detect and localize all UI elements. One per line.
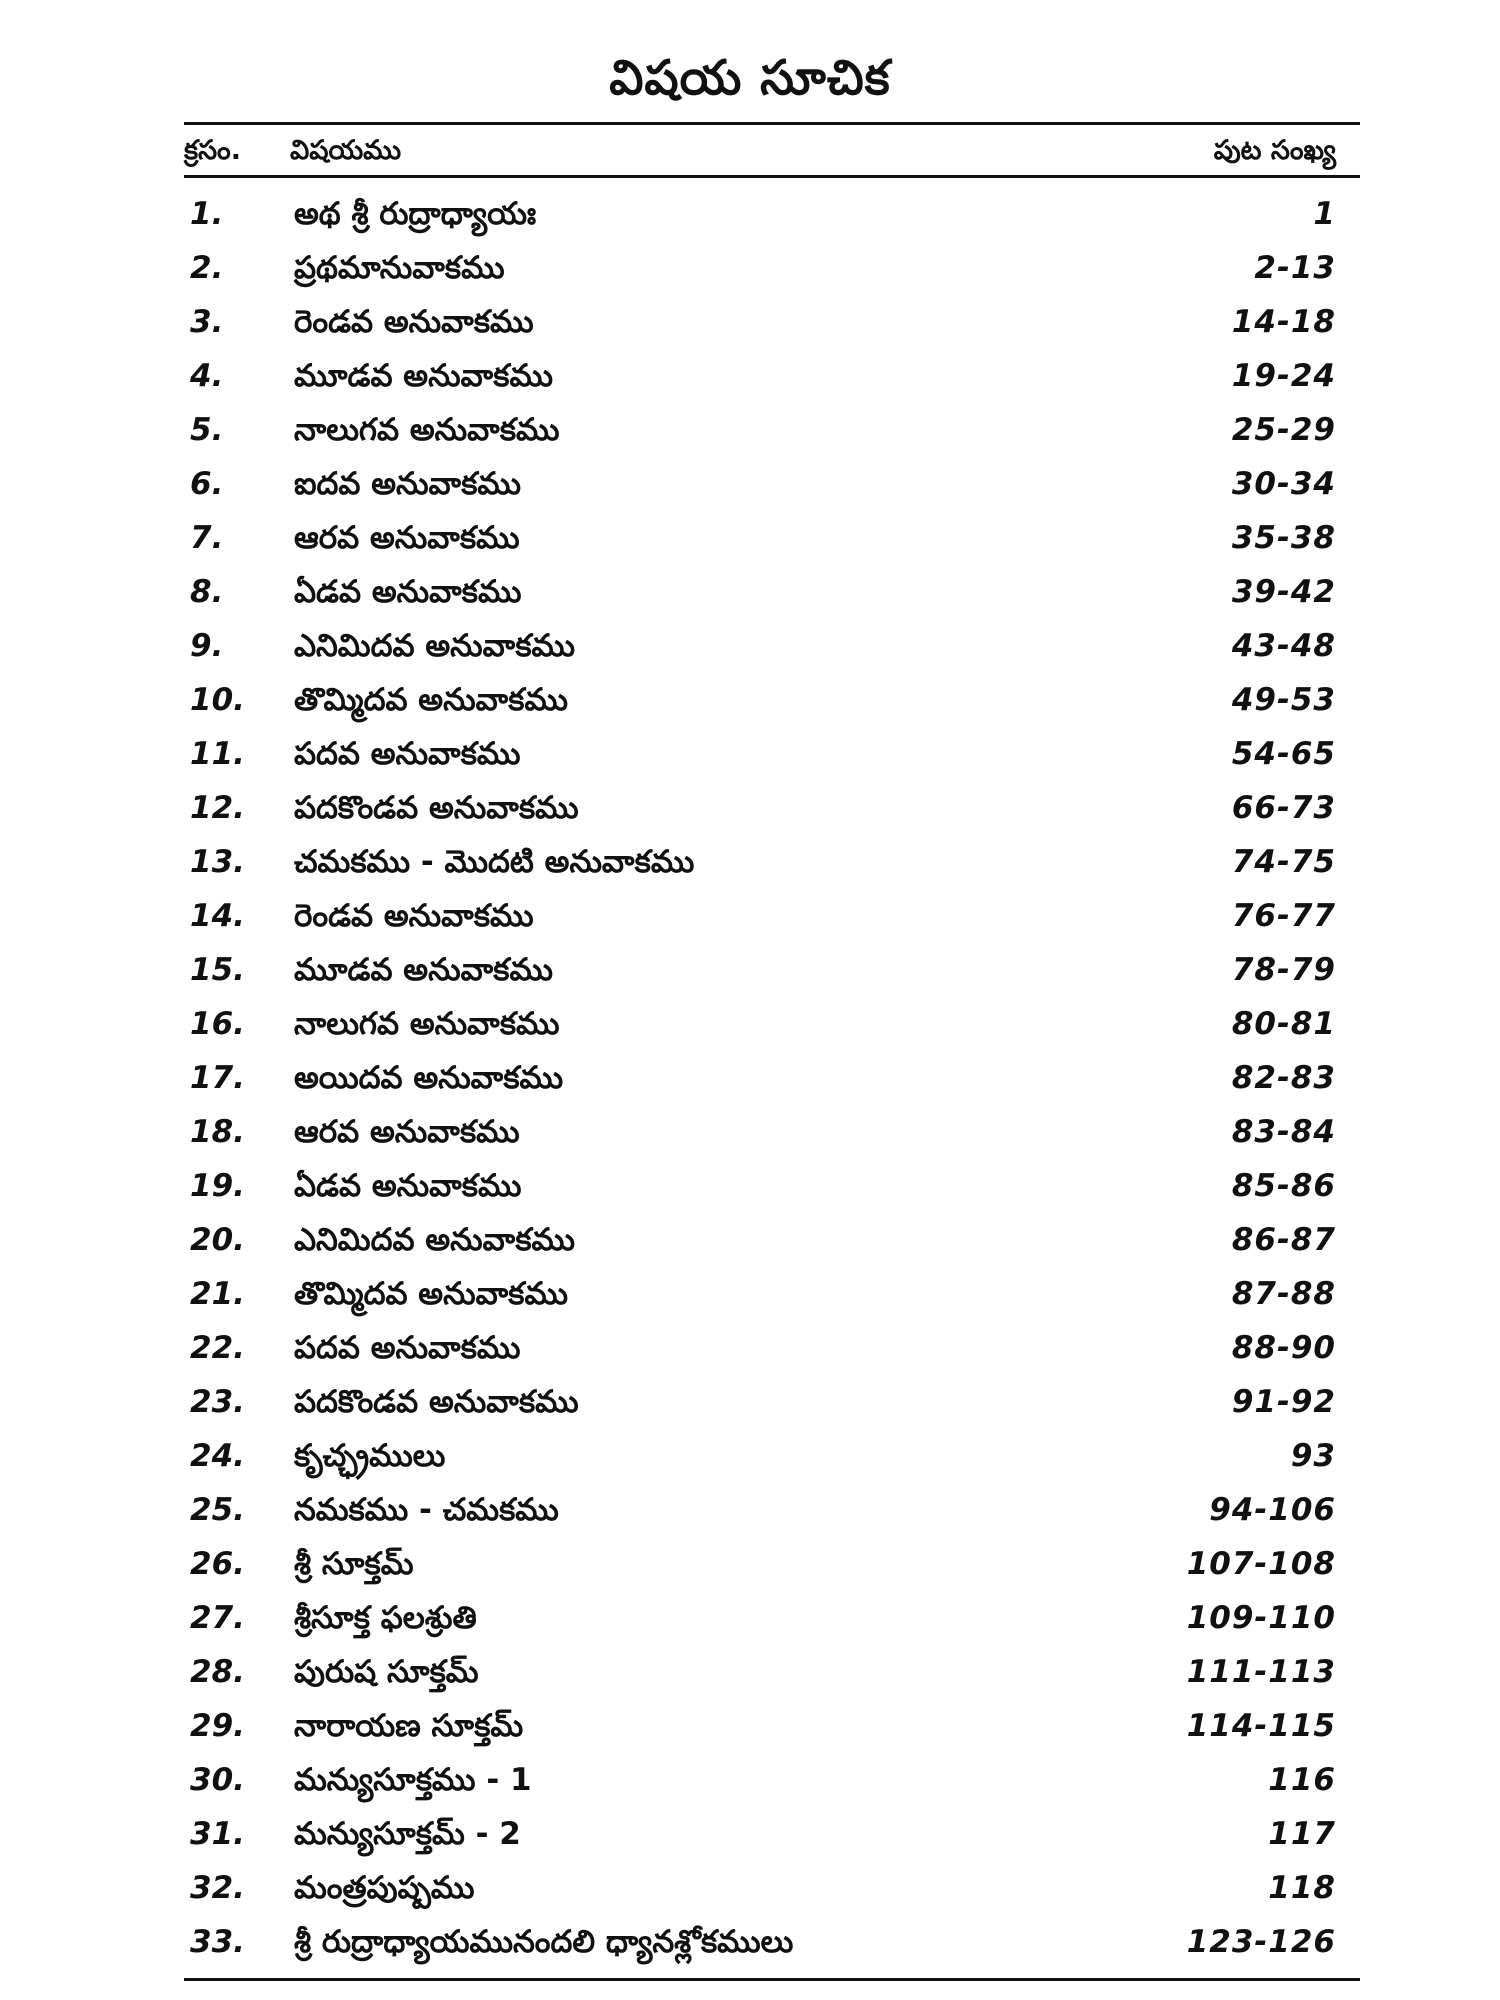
row-pages: 19-24 xyxy=(1231,358,1336,394)
toc-row xyxy=(184,1482,1360,1536)
toc-row xyxy=(184,888,1360,942)
toc-row xyxy=(184,1428,1360,1482)
row-pages: 109-110 xyxy=(1186,1600,1336,1636)
row-subject: కృచ్ఛ్రములు xyxy=(294,1438,446,1474)
row-pages: 54-65 xyxy=(1231,736,1336,772)
row-pages: 80-81 xyxy=(1231,1006,1336,1042)
row-number: 19. xyxy=(190,1168,245,1204)
row-subject: మంత్రపుష్పము xyxy=(294,1870,475,1906)
toc-row xyxy=(184,1806,1360,1860)
toc-row xyxy=(184,348,1360,402)
toc-rows xyxy=(184,186,1360,1968)
row-pages: 25-29 xyxy=(1231,412,1336,448)
row-number: 22. xyxy=(190,1330,245,1366)
row-pages: 107-108 xyxy=(1186,1546,1336,1582)
row-subject: రెండవ అనువాకము xyxy=(294,898,534,934)
row-subject: నారాయణ సూక్తమ్ xyxy=(294,1708,524,1744)
row-pages: 117 xyxy=(1268,1816,1336,1852)
row-subject: చమకము - మొదటి అనువాకము xyxy=(294,844,695,880)
row-pages: 123-126 xyxy=(1186,1924,1336,1960)
row-pages: 85-86 xyxy=(1231,1168,1336,1204)
header-page-number: పుట సంఖ్య xyxy=(1213,135,1336,166)
toc-row xyxy=(184,1914,1360,1968)
row-number: 5. xyxy=(190,412,224,448)
table-of-contents xyxy=(184,122,1360,1981)
row-number: 7. xyxy=(190,520,224,556)
row-subject: శ్రీ రుద్రాధ్యాయమునందలి ధ్యానశ్లోకములు xyxy=(294,1924,794,1960)
row-pages: 74-75 xyxy=(1231,844,1336,880)
row-subject: మూడవ అనువాకము xyxy=(294,358,553,394)
row-pages: 91-92 xyxy=(1231,1384,1336,1420)
row-subject: ప్రథమానువాకము xyxy=(294,250,505,286)
toc-row xyxy=(184,1644,1360,1698)
row-number: 15. xyxy=(190,952,245,988)
row-pages: 1 xyxy=(1313,196,1336,232)
toc-row xyxy=(184,1158,1360,1212)
row-subject: నాలుగవ అనువాకము xyxy=(294,412,560,448)
toc-row xyxy=(184,510,1360,564)
row-number: 29. xyxy=(190,1708,245,1744)
toc-row xyxy=(184,1536,1360,1590)
row-pages: 93 xyxy=(1290,1438,1336,1474)
toc-row xyxy=(184,1590,1360,1644)
row-subject: ఎనిమిదవ అనువాకము xyxy=(294,628,576,664)
row-pages: 86-87 xyxy=(1231,1222,1336,1258)
row-subject: పదకొండవ అనువాకము xyxy=(294,790,579,826)
row-number: 21. xyxy=(190,1276,245,1312)
bottom-rule xyxy=(184,1978,1360,1981)
row-number: 16. xyxy=(190,1006,245,1042)
row-number: 33. xyxy=(190,1924,245,1960)
toc-row xyxy=(184,1212,1360,1266)
row-number: 26. xyxy=(190,1546,245,1582)
row-subject: మన్యుసూక్తమ్ - 2 xyxy=(294,1816,521,1852)
row-pages: 94-106 xyxy=(1209,1492,1336,1528)
row-number: 18. xyxy=(190,1114,245,1150)
row-pages: 111-113 xyxy=(1186,1654,1336,1690)
row-number: 14. xyxy=(190,898,245,934)
row-number: 24. xyxy=(190,1438,245,1474)
row-number: 27. xyxy=(190,1600,245,1636)
header-subject: విషయము xyxy=(290,135,402,166)
row-pages: 82-83 xyxy=(1231,1060,1336,1096)
row-number: 3. xyxy=(190,304,224,340)
row-pages: 118 xyxy=(1268,1870,1336,1906)
row-pages: 39-42 xyxy=(1231,574,1336,610)
toc-row xyxy=(184,240,1360,294)
toc-row xyxy=(184,726,1360,780)
row-subject: పదవ అనువాకము xyxy=(294,1330,521,1366)
row-number: 32. xyxy=(190,1870,245,1906)
row-pages: 66-73 xyxy=(1231,790,1336,826)
row-pages: 14-18 xyxy=(1231,304,1336,340)
row-subject: పదవ అనువాకము xyxy=(294,736,521,772)
row-number: 31. xyxy=(190,1816,245,1852)
row-subject: రెండవ అనువాకము xyxy=(294,304,534,340)
header-rule xyxy=(184,175,1360,178)
toc-row xyxy=(184,1698,1360,1752)
row-number: 8. xyxy=(190,574,224,610)
row-subject: అయిదవ అనువాకము xyxy=(294,1060,564,1096)
row-number: 11. xyxy=(190,736,245,772)
toc-row xyxy=(184,564,1360,618)
row-subject: ఆరవ అనువాకము xyxy=(294,1114,520,1150)
toc-row xyxy=(184,834,1360,888)
row-pages: 83-84 xyxy=(1231,1114,1336,1150)
toc-row xyxy=(184,1320,1360,1374)
row-pages: 35-38 xyxy=(1231,520,1336,556)
toc-row xyxy=(184,672,1360,726)
row-number: 12. xyxy=(190,790,245,826)
toc-row xyxy=(184,1374,1360,1428)
row-subject: తొమ్మిదవ అనువాకము xyxy=(294,682,568,718)
row-subject: శ్రీసూక్త ఫలశ్రుతి xyxy=(294,1600,477,1636)
toc-row xyxy=(184,402,1360,456)
toc-row xyxy=(184,456,1360,510)
toc-row xyxy=(184,996,1360,1050)
toc-row xyxy=(184,1104,1360,1158)
row-number: 23. xyxy=(190,1384,245,1420)
toc-row xyxy=(184,186,1360,240)
toc-row xyxy=(184,780,1360,834)
row-subject: నాలుగవ అనువాకము xyxy=(294,1006,560,1042)
row-subject: తొమ్మిదవ అనువాకము xyxy=(294,1276,568,1312)
table-header xyxy=(184,125,1360,175)
row-number: 17. xyxy=(190,1060,245,1096)
row-subject: అథ శ్రీ రుద్రాధ్యాయః xyxy=(294,196,537,232)
row-number: 2. xyxy=(190,250,224,286)
row-pages: 88-90 xyxy=(1231,1330,1336,1366)
toc-row xyxy=(184,1266,1360,1320)
toc-row xyxy=(184,1860,1360,1914)
header-number: క్రసం. xyxy=(184,135,241,166)
row-subject: ఎనిమిదవ అనువాకము xyxy=(294,1222,576,1258)
row-number: 20. xyxy=(190,1222,245,1258)
row-subject: ఏడవ అనువాకము xyxy=(294,1168,522,1204)
row-number: 13. xyxy=(190,844,245,880)
row-number: 25. xyxy=(190,1492,245,1528)
row-subject: పురుష సూక్తమ్ xyxy=(294,1654,479,1690)
row-number: 1. xyxy=(190,196,224,232)
row-subject: ఆరవ అనువాకము xyxy=(294,520,520,556)
row-number: 28. xyxy=(190,1654,245,1690)
row-pages: 49-53 xyxy=(1231,682,1336,718)
row-subject: పదకొండవ అనువాకము xyxy=(294,1384,579,1420)
row-number: 6. xyxy=(190,466,224,502)
row-number: 10. xyxy=(190,682,245,718)
row-pages: 114-115 xyxy=(1186,1708,1336,1744)
row-subject: మన్యుసూక్తము - 1 xyxy=(294,1762,532,1798)
row-subject: ఐదవ అనువాకము xyxy=(294,466,521,502)
row-pages: 30-34 xyxy=(1231,466,1336,502)
row-pages: 87-88 xyxy=(1231,1276,1336,1312)
row-subject: మూడవ అనువాకము xyxy=(294,952,553,988)
row-subject: ఏడవ అనువాకము xyxy=(294,574,522,610)
toc-row xyxy=(184,618,1360,672)
row-number: 9. xyxy=(190,628,224,664)
row-subject: నమకము - చమకము xyxy=(294,1492,559,1528)
toc-row xyxy=(184,942,1360,996)
toc-row xyxy=(184,1050,1360,1104)
toc-row xyxy=(184,1752,1360,1806)
row-number: 4. xyxy=(190,358,224,394)
row-pages: 76-77 xyxy=(1231,898,1336,934)
row-pages: 43-48 xyxy=(1231,628,1336,664)
page-title: విషయ సూచిక xyxy=(609,50,891,106)
row-pages: 116 xyxy=(1268,1762,1336,1798)
row-pages: 2-13 xyxy=(1254,250,1336,286)
row-number: 30. xyxy=(190,1762,245,1798)
toc-row xyxy=(184,294,1360,348)
row-subject: శ్రీ సూక్తమ్ xyxy=(294,1546,414,1582)
row-pages: 78-79 xyxy=(1231,952,1336,988)
